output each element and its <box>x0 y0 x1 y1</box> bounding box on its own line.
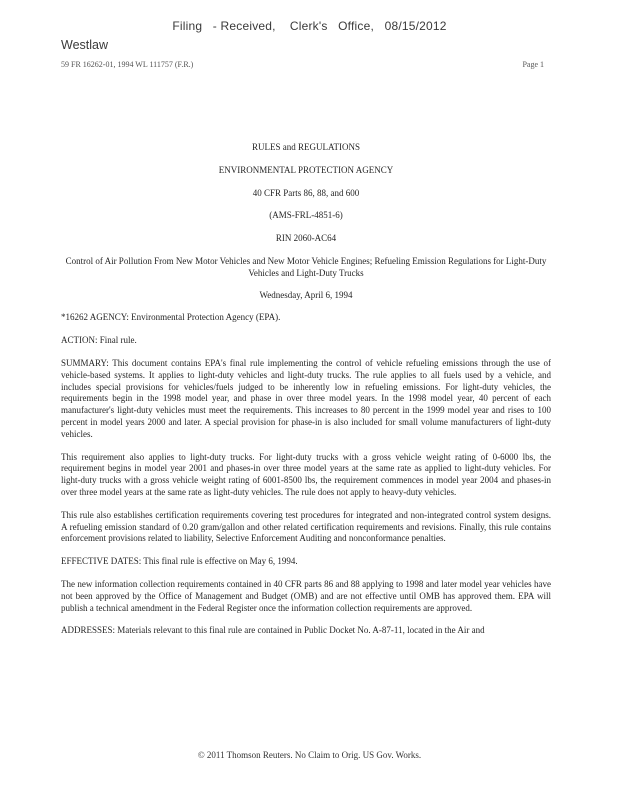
certification-paragraph: This rule also establishes certification requirements covering test procedures for integrated and non-integrated control system designs. A refueling emission standard of 0.20 gram/gallon and other related certification requirements and revisions. Finally, this rule contains enforcement provisions related to liability, Selective Enforcement Auditing and nonconformance penalties. <box>61 509 551 544</box>
trucks-paragraph: This requirement also applies to light-duty trucks. For light-duty trucks with a gross vehicle weight rating of 0-6000 lbs, the requirement begins in model year 2001 and phases-in over three model years at the same rate as applied to light-duty vehicles. For light-duty trucks with a gross vehicle weight rating of 6001-8500 lbs, the requirement commences in model year 2004 and phases-in over three model years at the same rate as light-duty vehicles. The rule does not apply to heavy-duty vehicles. <box>61 451 551 497</box>
addresses-paragraph: ADDRESSES: Materials relevant to this final rule are contained in Public Docket No. A-87-11, located in the Air and <box>61 625 485 636</box>
filing-stamp: Filing - Received, Clerk's Office, 08/15/2012 <box>172 19 447 33</box>
copyright-footer: © 2011 Thomson Reuters. No Claim to Orig. US Gov. Works. <box>197 750 422 760</box>
page-number: Page 1 <box>522 60 544 69</box>
westlaw-logo: Westlaw <box>61 38 109 52</box>
heading-cfr: 40 CFR Parts 86, 88, and 600 <box>252 187 360 198</box>
heading-title: Control of Air Pollution From New Motor Vehicles and New Motor Vehicle Engines; Refueling Emission Regulations for Light-Duty Vehicles and Light-Duty Trucks <box>65 255 547 278</box>
action-line: ACTION: Final rule. <box>61 335 137 346</box>
agency-line: *16262 AGENCY: Environmental Protection Agency (EPA). <box>61 312 281 323</box>
summary-paragraph: SUMMARY: This document contains EPA's final rule implementing the control of vehicle refueling emissions through the use of vehicle-based systems. It applies to light-duty vehicles and light-duty trucks. The rule applies to all fuels used by a vehicle, and includes special provisions for vehicles/fuels judged to be inherently low in refueling emissions. For light-duty vehicles, the requirements begin in the 1998 model year, and phase in over three model years. In the 1998 model year, 40 percent of each manufacturer's light-duty vehicles must meet the requirements. This increases to 80 percent in the 1999 model year and rises to 100 percent in model years 2000 and later. A special provision for phase-in is also included for small volume manufacturers of light-duty vehicles. <box>61 357 551 439</box>
effective-dates: EFFECTIVE DATES: This final rule is effective on May 6, 1994. <box>61 556 298 567</box>
citation: 59 FR 16262-01, 1994 WL 111757 (F.R.) <box>61 60 194 69</box>
document-body <box>61 142 551 648</box>
heading-agency: ENVIRONMENTAL PROTECTION AGENCY <box>218 164 394 175</box>
heading-rules: RULES and REGULATIONS <box>252 142 360 152</box>
information-paragraph: The new information collection requirements contained in 40 CFR parts 86 and 88 applying to 1998 and later model year vehicles have not been approved by the Office of Management and Budget (OMB) and are not effective until OMB has approved them. EPA will publish a technical amendment in the Federal Register once the information collection requirements are approved. <box>61 578 551 613</box>
heading-rin: RIN 2060-AC64 <box>275 233 337 244</box>
heading-ams: (AMS-FRL-4851-6) <box>269 210 343 221</box>
heading-date: Wednesday, April 6, 1994 <box>259 289 353 300</box>
